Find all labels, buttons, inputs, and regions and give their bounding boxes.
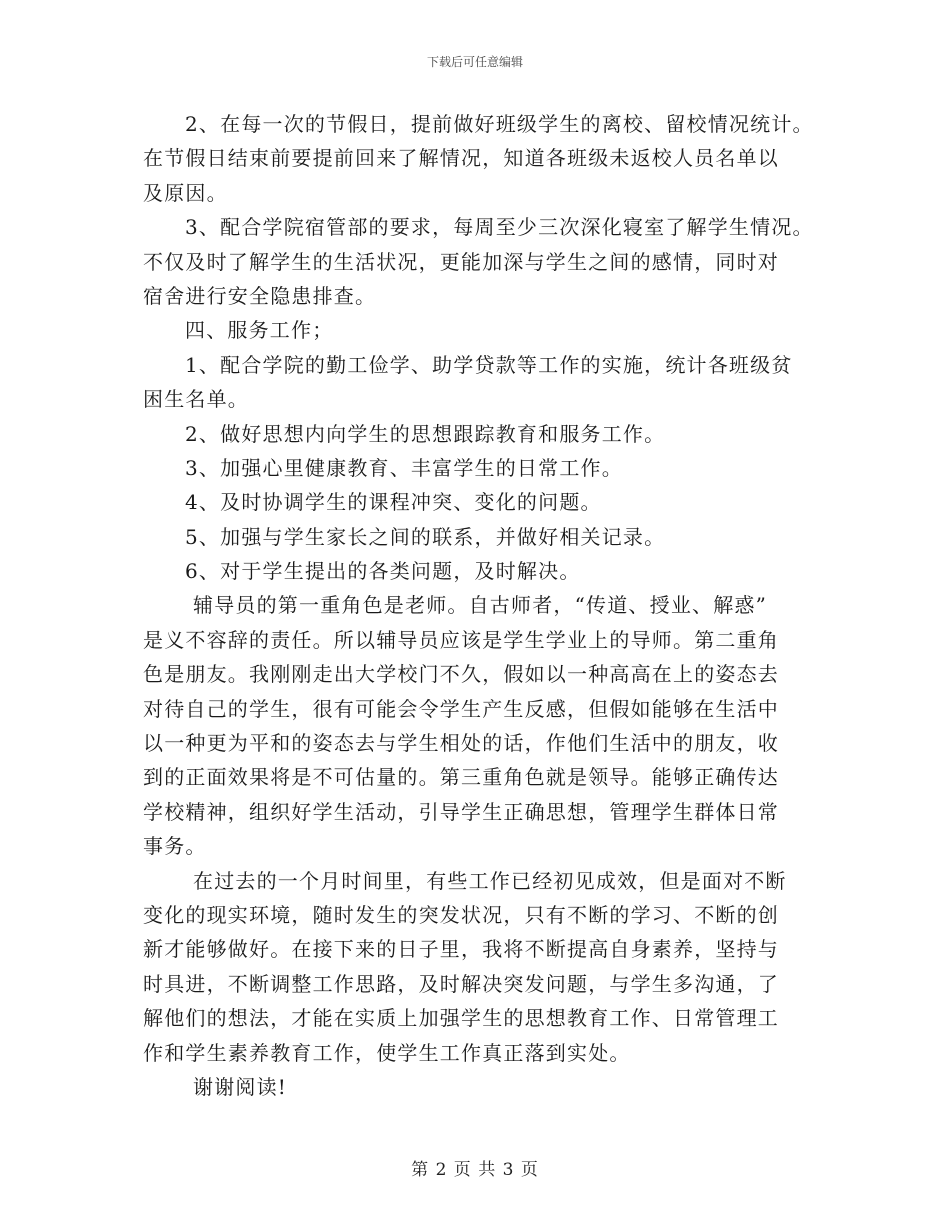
text-line: 变化的现实环境，随时发生的突发状况，只有不断的学习、不断的创 xyxy=(143,902,779,927)
document-body xyxy=(143,107,815,1104)
text-line: 6、对于学生提出的各类问题，及时解决。 xyxy=(185,559,581,584)
text-line: 作和学生素养教育工作，使学生工作真正落到实处。 xyxy=(143,1040,631,1065)
text-line: 对待自己的学生，很有可能会令学生产生反感，但假如能够在生活中 xyxy=(143,696,779,721)
text-line: 4、及时协调学生的课程冲突、变化的问题。 xyxy=(185,490,602,515)
text-line: 及原因。 xyxy=(143,180,228,205)
text-line: 不仅及时了解学生的生活状况，更能加深与学生之间的感情，同时对 xyxy=(143,249,779,274)
text-line: 困生名单。 xyxy=(143,387,249,412)
text-line: 解他们的想法，才能在实质上加强学生的思想教育工作、日常管理工 xyxy=(143,1006,779,1031)
text-line: 谢谢阅读! xyxy=(193,1074,288,1099)
page-footer: 第 2 页 共 3 页 xyxy=(411,1160,539,1180)
text-line: 2、在每一次的节假日，提前做好班级学生的离校、留校情况统计。 xyxy=(185,112,814,136)
text-line: 新才能够做好。在接下来的日子里，我将不断提高自身素养，坚持与 xyxy=(143,937,779,962)
text-line: 2、做好思想内向学生的思想跟踪教育和服务工作。 xyxy=(185,421,666,446)
text-line: 在过去的一个月时间里，有些工作已经初见成效，但是面对不断 xyxy=(193,868,787,893)
text-line: 1、配合学院的勤工俭学、助学贷款等工作的实施，统计各班级贫 xyxy=(185,352,793,377)
text-line: 事务。 xyxy=(143,834,207,859)
text-line: 3、配合学院宿管部的要求，每周至少三次深化寝室了解学生情况。 xyxy=(185,215,814,240)
text-line: 到的正面效果将是不可估量的。第三重角色就是领导。能够正确传达 xyxy=(143,765,779,790)
text-line: 辅导员的第一重角色是老师。自古师者，“传道、授业、解惑” xyxy=(193,593,768,618)
text-line: 色是朋友。我刚刚走出大学校门不久，假如以一种高高在上的姿态去 xyxy=(143,662,779,687)
text-line: 以一种更为平和的姿态去与学生相处的话，作他们生活中的朋友，收 xyxy=(143,731,779,756)
text-line: 是义不容辞的责任。所以辅导员应该是学生学业上的导师。第二重角 xyxy=(143,627,779,652)
text-line: 学校精神，组织好学生活动，引导学生正确思想，管理学生群体日常 xyxy=(143,799,779,824)
page-header: 下载后可任意编辑 xyxy=(426,55,523,69)
text-line: 宿舍进行安全隐患排查。 xyxy=(143,283,377,308)
text-line: 3、加强心里健康教育、丰富学生的日常工作。 xyxy=(185,455,623,480)
text-line: 四、服务工作； xyxy=(185,318,334,343)
text-line: 时具进，不断调整工作思路，及时解决突发问题，与学生多沟通，了 xyxy=(143,971,779,996)
text-line: 5、加强与学生家长之间的联系，并做好相关记录。 xyxy=(185,524,666,549)
text-line: 在节假日结束前要提前回来了解情况，知道各班级未返校人员名单以 xyxy=(143,146,779,171)
